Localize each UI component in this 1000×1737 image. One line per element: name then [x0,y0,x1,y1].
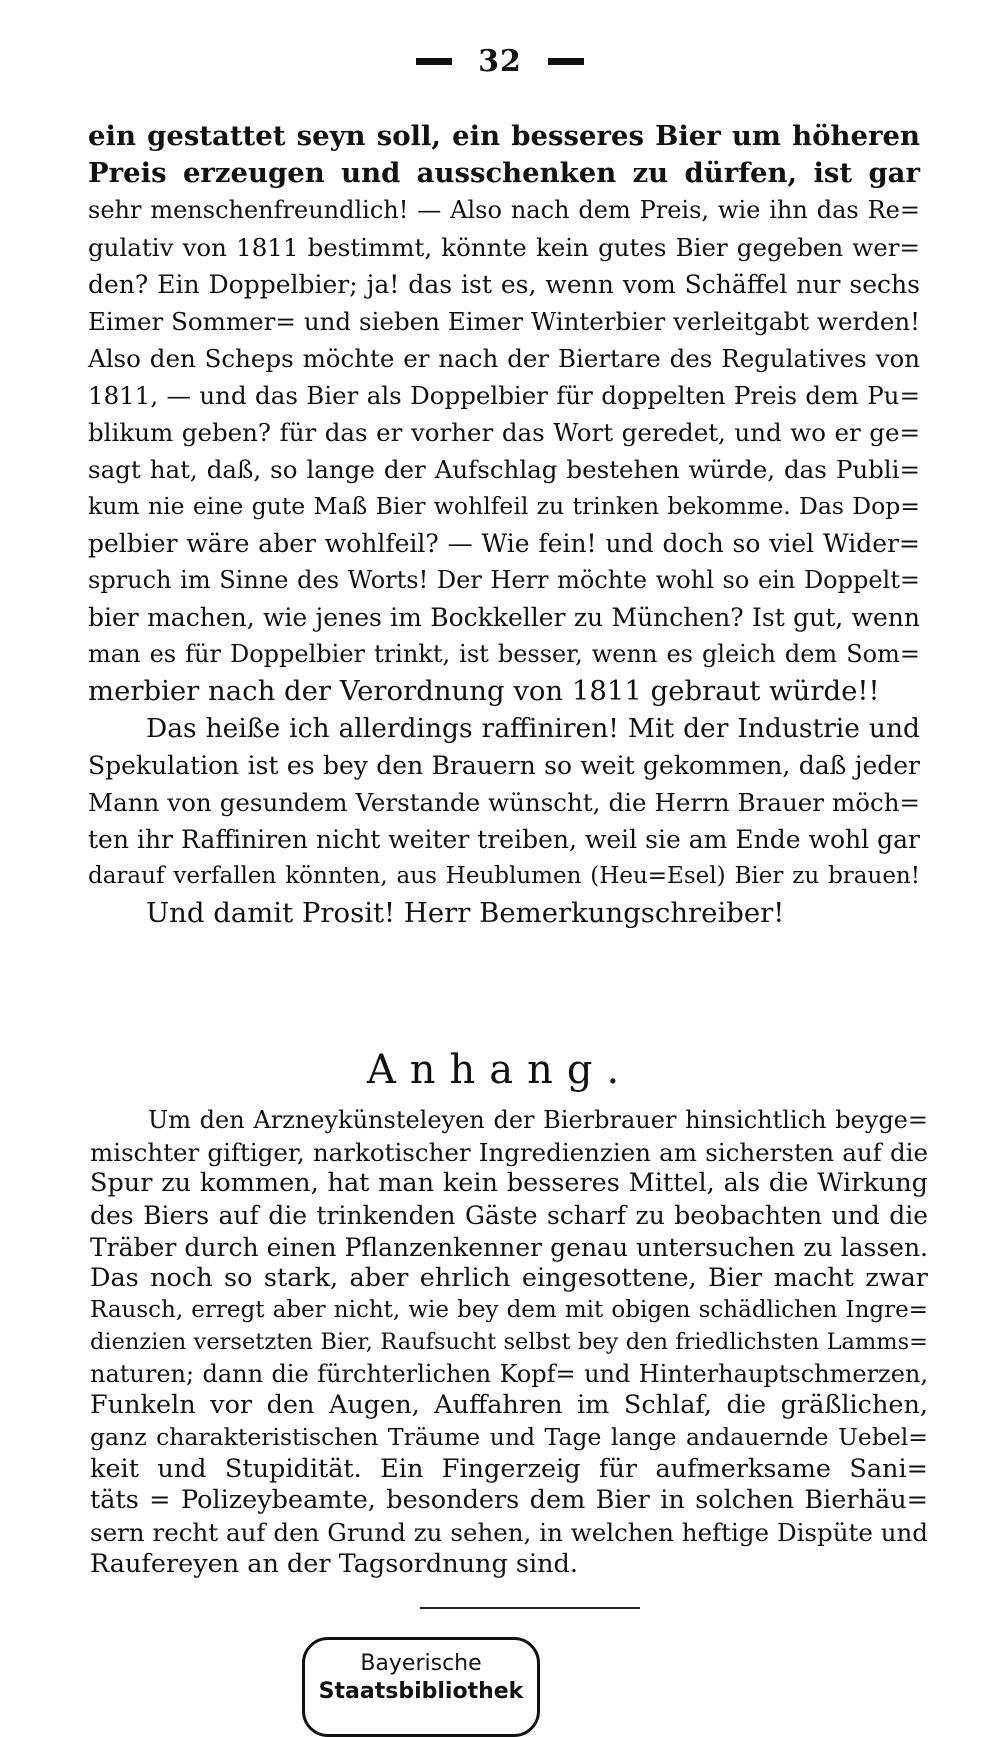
paragraph-start-line: Um den Arzneykünsteleyen der Bierbrauer hinsichtlich beyge= [148,1106,928,1134]
text-line: dienzien versetzten Bier, Raufsucht selbst bey den friedlichsten Lamms= [90,1328,928,1355]
text-line: Träber durch einen Pflanzenkenner genau untersuchen zu lassen. [90,1232,928,1262]
text-line: Spur zu kommen, hat man kein besseres Mittel, als die Wirkung [90,1168,928,1199]
text-line: ganz charakteristischen Träume und Tage lange andauernde Uebel= [90,1422,928,1451]
text-line: man es für Doppelbier trinkt, ist besser, wenn es gleich dem Som= [88,640,920,668]
text-line: merbier nach der Verordnung von 1811 gebraut würde!! [88,675,880,707]
text-line: Mann von gesundem Verstande wünscht, die Herrn Brauer möch= [88,788,920,817]
text-line: mischter giftiger, narkotischer Ingredienzien am sichersten auf die [90,1137,928,1167]
appendix-heading: Anhang. [366,1047,634,1093]
text-line: Funkeln vor den Augen, Auffahren im Schlaf, die gräßlichen, [90,1390,928,1421]
text-line: ein gestattet seyn soll, ein besseres Bier um höheren [88,120,920,152]
stamp-line-2: Staatsbibliothek [318,1679,524,1704]
text-line: sern recht auf den Grund zu sehen, in welchen heftige Dispüte und [90,1517,928,1547]
text-line: darauf verfallen könnten, aus Heublumen (Heu=Esel) Bier zu brauen! [88,863,920,889]
text-line: Spekulation ist es bey den Brauern so weit gekommen, daß jeder [88,751,920,780]
text-line: Also den Scheps möchte er nach der Biertare des Regulatives von [88,344,920,373]
text-line: Eimer Sommer= und sieben Eimer Winterbier verleitgabt werden! [88,307,920,336]
header-dash-right [548,58,584,65]
text-line: Preis erzeugen und ausschenken zu dürfen, ist gar [88,157,920,189]
text-line: Rausch, erregt aber nicht, wie bey dem mit obigen schädlichen Ingre= [90,1297,928,1324]
text-line: gulativ von 1811 bestimmt, könnte kein gutes Bier gegeben wer= [88,233,920,262]
appendix-text-block [90,1105,928,1580]
text-line: naturen; dann die fürchterlichen Kopf= und Hinterhauptschmerzen, [90,1359,928,1388]
paragraph-start-line: Das heiße ich allerdings raffiniren! Mit der Industrie und [146,713,920,744]
text-line: bier machen, wie jenes im Bockkeller zu München? Ist gut, wenn [88,603,920,632]
text-line: spruch im Sinne des Worts! Der Herr möchte wohl so ein Doppelt= [88,566,920,594]
library-stamp [302,1637,540,1737]
text-line: sehr menschenfreundlich! — Also nach dem Preis, wie ihn das Re= [88,196,920,224]
text-line: Raufereyen an der Tagsordnung sind. [90,1548,578,1579]
text-line: blikum geben? für das er vorher das Wort geredet, und wo er ge= [88,418,920,447]
text-line: Das noch so stark, aber ehrlich eingesottene, Bier macht zwar [90,1263,928,1294]
paragraph-start-line: Und damit Prosit! Herr Bemerkungschreiber! [146,897,785,929]
text-line: sagt hat, daß, so lange der Aufschlag bestehen würde, das Publi= [88,455,920,484]
text-line: kum nie eine gute Maß Bier wohlfeil zu trinken bekomme. Das Dop= [88,492,920,520]
header-dash-left [416,58,452,65]
main-text-block [88,118,920,932]
text-line: pelbier wäre aber wohlfeil? — Wie fein! und doch so viel Wider= [88,529,920,558]
text-line: den? Ein Doppelbier; ja! das ist es, wenn vom Schäffel nur sechs [88,270,920,299]
text-line: 1811, — und das Bier als Doppelbier für doppelten Preis dem Pu= [88,381,920,410]
text-line: keit und Stupidität. Ein Fingerzeig für aufmerksame Sani= [90,1453,928,1484]
closing-rule [420,1607,640,1609]
text-line: ten ihr Raffiniren nicht weiter treiben, weil sie am Ende wohl gar [88,825,920,854]
text-line: des Biers auf die trinkenden Gäste scharf zu beobachten und die [90,1201,928,1231]
text-line: täts = Polizeybeamte, besonders dem Bier in solchen Bierhäu= [90,1485,928,1516]
stamp-line-1: Bayerische [360,1651,482,1676]
page-header [0,44,1000,79]
page-number: 32 [478,44,522,79]
